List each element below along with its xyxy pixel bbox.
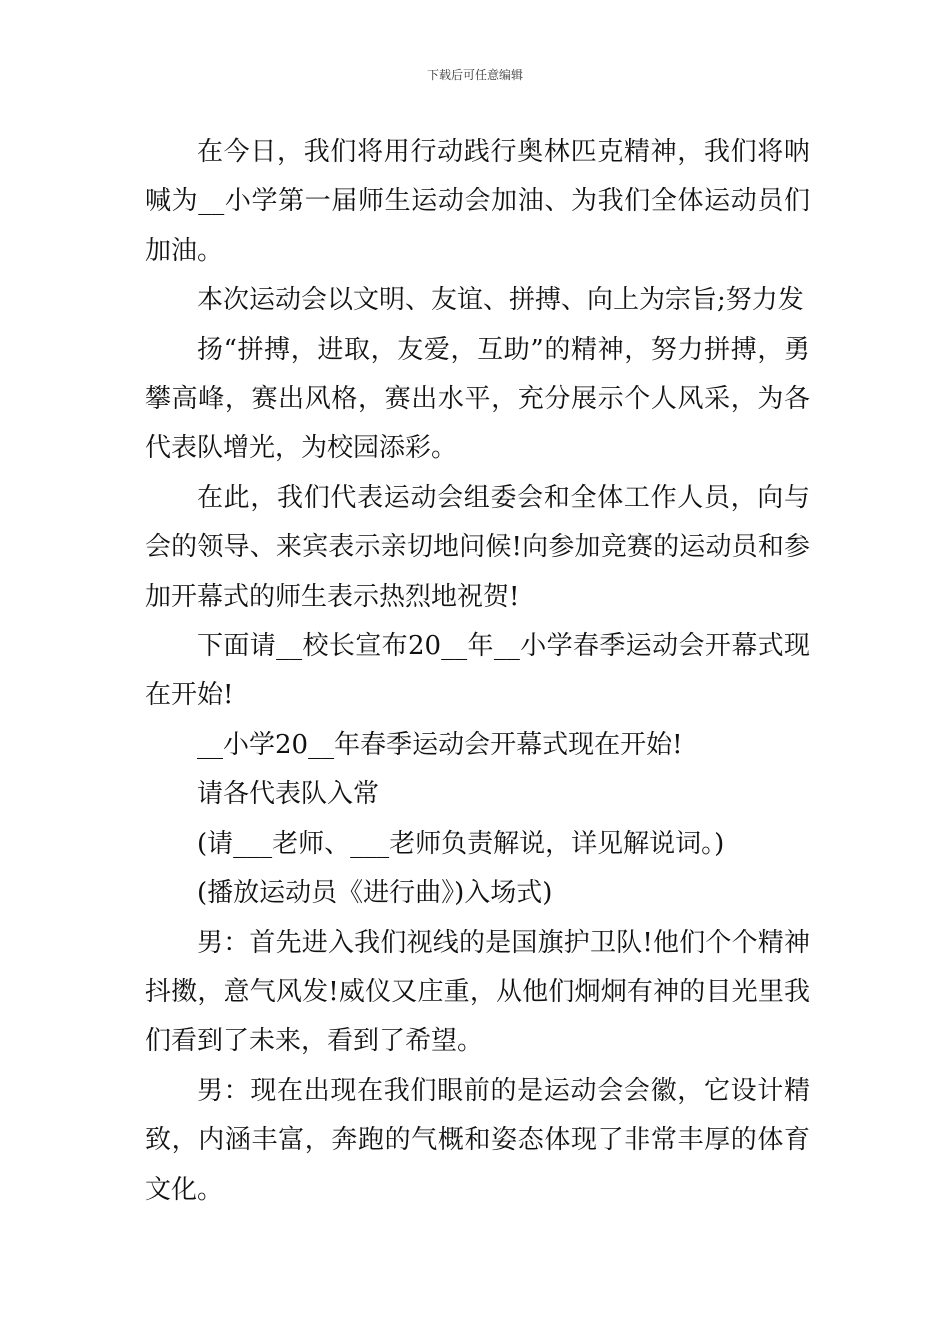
paragraph-1: 在今日，我们将用行动践行奥林匹克精神，我们将呐喊为__小学第一届师生运动会加油、为我们全体运动员们加油。 xyxy=(145,137,810,266)
paragraph-2: 本次运动会以文明、友谊、拼搏、向上为宗旨;努力发 xyxy=(197,285,804,316)
paragraph-11: 男：现在出现在我们眼前的是运动会会徽，它设计精致，内涵丰富，奔跑的气概和姿态体现了非常丰厚的体育文化。 xyxy=(145,1075,810,1205)
paragraph-6: __小学20__年春季运动会开幕式现在开始! xyxy=(197,729,683,760)
header-note: 下载后可任意编辑 xyxy=(426,68,523,82)
paragraph-4: 在此，我们代表运动会组委会和全体工作人员，向与会的领导、来宾表示亲切地问候!向参加竞赛的运动员和参加开幕式的师生表示热烈地祝贺! xyxy=(145,482,810,612)
paragraph-3: 扬“拼搏，进取，友爱，互助”的精神，努力拼搏，勇攀高峰，赛出风格，赛出水平，充分展示个人风采，为各代表队增光，为校园添彩。 xyxy=(145,334,810,464)
paragraph-7: 请各代表队入常 xyxy=(197,779,380,810)
paragraph-10: 男：首先进入我们视线的是国旗护卫队!他们个个精神抖擞，意气风发!威仪又庄重，从他们炯炯有神的目光里我们看到了未来，看到了希望。 xyxy=(145,927,810,1057)
paragraph-9: (播放运动员《进行曲》)入场式) xyxy=(197,878,553,909)
paragraph-8: (请___老师、___老师负责解说，详见解说词。) xyxy=(197,828,725,859)
paragraph-5: 下面请__校长宣布20__年__小学春季运动会开幕式现在开始! xyxy=(145,631,810,711)
document-body xyxy=(145,128,810,1215)
